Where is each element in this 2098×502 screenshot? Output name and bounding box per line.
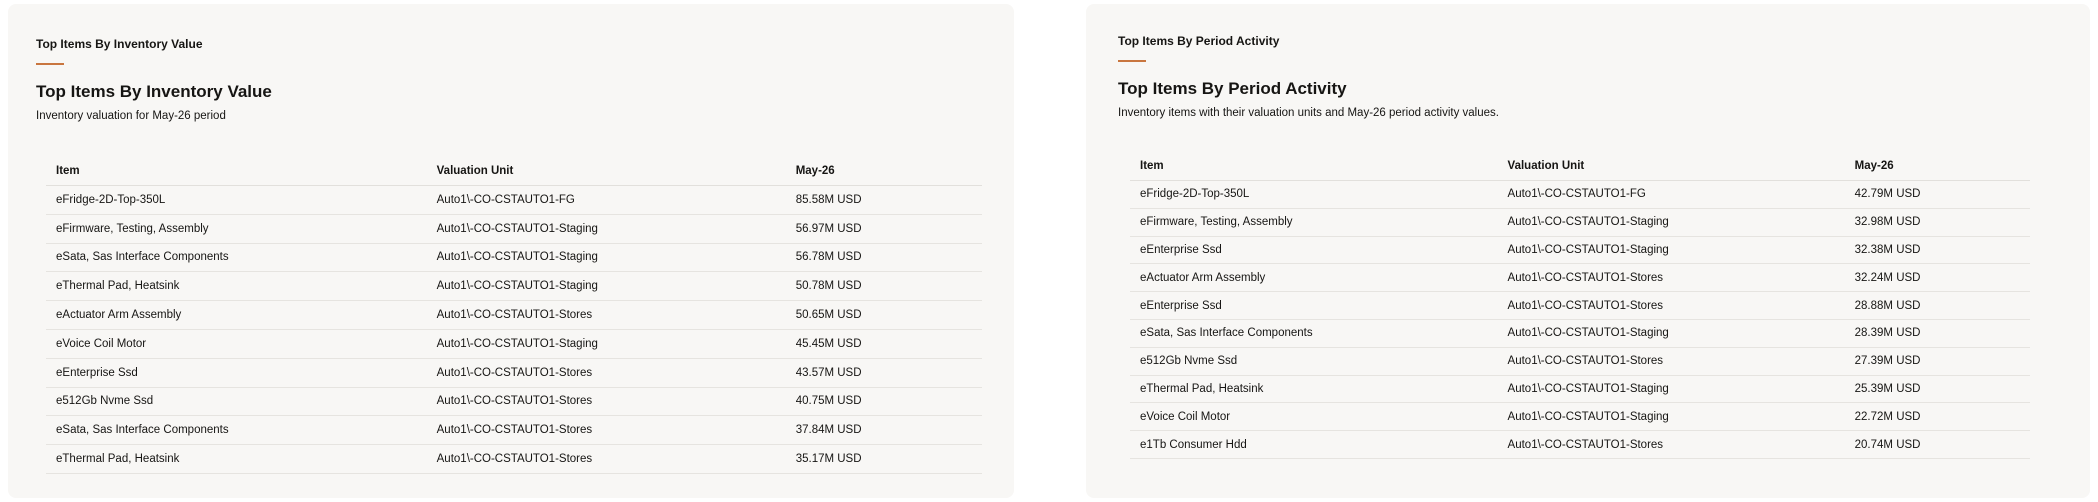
period-value-cell: 85.58M USD: [795, 193, 862, 206]
table-row[interactable]: [46, 186, 982, 215]
valuation-unit-cell: Auto1\-CO-CSTAUTO1-Stores: [436, 309, 593, 322]
valuation-unit-cell: Auto1\-CO-CSTAUTO1-Staging: [1507, 382, 1669, 395]
period-value-cell: 25.39M USD: [1854, 382, 1921, 395]
item-cell: eEnterprise Ssd: [1140, 243, 1222, 256]
column-header-period[interactable]: May-26: [795, 165, 835, 177]
header-accent-rule: [36, 63, 64, 65]
column-header-item[interactable]: Item: [56, 165, 80, 177]
period-value-cell: 42.79M USD: [1854, 188, 1921, 201]
table-row[interactable]: [46, 359, 982, 388]
table-row[interactable]: [46, 272, 982, 301]
period-value-cell: 40.75M USD: [795, 395, 862, 408]
table-header-row: [1130, 152, 2030, 181]
column-header-item[interactable]: Item: [1140, 160, 1164, 172]
period-value-cell: 50.65M USD: [795, 309, 862, 322]
table-row[interactable]: [46, 416, 982, 445]
table-row[interactable]: [1130, 181, 2030, 209]
item-cell: eEnterprise Ssd: [1140, 299, 1222, 312]
period-value-cell: 35.17M USD: [795, 453, 862, 466]
item-cell: eThermal Pad, Heatsink: [56, 453, 180, 466]
panel-header-label: Top Items By Period Activity: [1118, 34, 1280, 48]
item-cell: eThermal Pad, Heatsink: [56, 280, 180, 293]
valuation-unit-cell: Auto1\-CO-CSTAUTO1-Staging: [436, 280, 598, 293]
column-header-valuation-unit[interactable]: Valuation Unit: [436, 165, 514, 177]
valuation-unit-cell: Auto1\-CO-CSTAUTO1-Stores: [436, 395, 593, 408]
period-value-cell: 50.78M USD: [795, 280, 862, 293]
valuation-unit-cell: Auto1\-CO-CSTAUTO1-Staging: [436, 251, 598, 264]
inventory-value-table: [46, 157, 982, 474]
table-row[interactable]: [1130, 348, 2030, 376]
period-value-cell: 20.74M USD: [1854, 438, 1921, 451]
valuation-unit-cell: Auto1\-CO-CSTAUTO1-FG: [1507, 188, 1646, 201]
item-cell: eFridge-2D-Top-350L: [56, 193, 166, 206]
valuation-unit-cell: Auto1\-CO-CSTAUTO1-Staging: [436, 337, 598, 350]
item-cell: eSata, Sas Interface Components: [56, 251, 229, 264]
valuation-unit-cell: Auto1\-CO-CSTAUTO1-Staging: [1507, 243, 1669, 256]
table-body: [1130, 181, 2030, 459]
valuation-unit-cell: Auto1\-CO-CSTAUTO1-Staging: [1507, 410, 1669, 423]
table-body: [46, 186, 982, 474]
item-cell: eFirmware, Testing, Assembly: [56, 222, 209, 235]
period-value-cell: 27.39M USD: [1854, 355, 1921, 368]
item-cell: eThermal Pad, Heatsink: [1140, 382, 1264, 395]
table-row[interactable]: [46, 301, 982, 330]
item-cell: e512Gb Nvme Ssd: [56, 395, 154, 408]
valuation-unit-cell: Auto1\-CO-CSTAUTO1-Stores: [436, 424, 593, 437]
item-cell: eActuator Arm Assembly: [1140, 271, 1266, 284]
period-value-cell: 56.78M USD: [795, 251, 862, 264]
table-row[interactable]: [1130, 237, 2030, 265]
valuation-unit-cell: Auto1\-CO-CSTAUTO1-Staging: [1507, 216, 1669, 229]
item-cell: eEnterprise Ssd: [56, 366, 138, 379]
table-row[interactable]: [1130, 292, 2030, 320]
valuation-unit-cell: Auto1\-CO-CSTAUTO1-Stores: [436, 366, 593, 379]
period-value-cell: 56.97M USD: [795, 222, 862, 235]
period-activity-panel: [1086, 4, 2090, 498]
table-row[interactable]: [1130, 264, 2030, 292]
item-cell: eSata, Sas Interface Components: [56, 424, 229, 437]
column-header-valuation-unit[interactable]: Valuation Unit: [1507, 160, 1585, 172]
column-header-period[interactable]: May-26: [1854, 160, 1894, 172]
item-cell: eVoice Coil Motor: [1140, 410, 1231, 423]
valuation-unit-cell: Auto1\-CO-CSTAUTO1-Staging: [436, 222, 598, 235]
inventory-value-panel: [8, 4, 1014, 498]
table-row[interactable]: [46, 215, 982, 244]
period-value-cell: 37.84M USD: [795, 424, 862, 437]
table-header-row: [46, 157, 982, 186]
table-row[interactable]: [46, 244, 982, 273]
item-cell: eActuator Arm Assembly: [56, 309, 182, 322]
card-subtitle: Inventory items with their valuation units and May-26 period activity values.: [1118, 107, 1499, 119]
table-row[interactable]: [1130, 431, 2030, 459]
period-activity-table: [1130, 152, 2030, 459]
header-accent-rule: [1118, 60, 1146, 62]
card-subtitle: Inventory valuation for May-26 period: [36, 110, 226, 122]
table-row[interactable]: [1130, 209, 2030, 237]
item-cell: e512Gb Nvme Ssd: [1140, 355, 1238, 368]
item-cell: eVoice Coil Motor: [56, 337, 147, 350]
table-row[interactable]: [46, 388, 982, 417]
valuation-unit-cell: Auto1\-CO-CSTAUTO1-Stores: [1507, 355, 1664, 368]
period-value-cell: 32.38M USD: [1854, 243, 1921, 256]
period-value-cell: 28.88M USD: [1854, 299, 1921, 312]
period-value-cell: 45.45M USD: [795, 337, 862, 350]
item-cell: eFirmware, Testing, Assembly: [1140, 216, 1293, 229]
table-row[interactable]: [1130, 376, 2030, 404]
valuation-unit-cell: Auto1\-CO-CSTAUTO1-Staging: [1507, 327, 1669, 340]
valuation-unit-cell: Auto1\-CO-CSTAUTO1-Stores: [1507, 438, 1664, 451]
valuation-unit-cell: Auto1\-CO-CSTAUTO1-Stores: [436, 453, 593, 466]
table-row[interactable]: [1130, 320, 2030, 348]
period-value-cell: 32.24M USD: [1854, 271, 1921, 284]
card-title: Top Items By Inventory Value: [36, 82, 272, 101]
table-row[interactable]: [46, 445, 982, 474]
valuation-unit-cell: Auto1\-CO-CSTAUTO1-Stores: [1507, 271, 1664, 284]
table-row[interactable]: [46, 330, 982, 359]
panel-header-label: Top Items By Inventory Value: [36, 37, 203, 51]
item-cell: e1Tb Consumer Hdd: [1140, 438, 1247, 451]
item-cell: eSata, Sas Interface Components: [1140, 327, 1313, 340]
table-row[interactable]: [1130, 403, 2030, 431]
period-value-cell: 32.98M USD: [1854, 216, 1921, 229]
period-value-cell: 43.57M USD: [795, 366, 862, 379]
period-value-cell: 28.39M USD: [1854, 327, 1921, 340]
valuation-unit-cell: Auto1\-CO-CSTAUTO1-FG: [436, 193, 575, 206]
card-title: Top Items By Period Activity: [1118, 79, 1347, 98]
valuation-unit-cell: Auto1\-CO-CSTAUTO1-Stores: [1507, 299, 1664, 312]
item-cell: eFridge-2D-Top-350L: [1140, 188, 1250, 201]
period-value-cell: 22.72M USD: [1854, 410, 1921, 423]
